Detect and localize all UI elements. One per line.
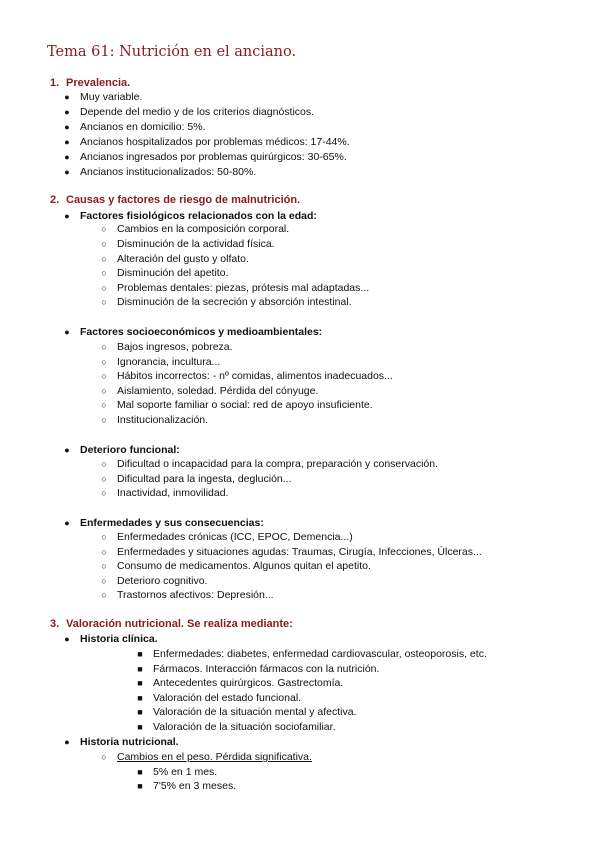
list-item: ● Muy variable.: [64, 91, 143, 103]
section-heading-prevalencia: 1. Prevalencia.: [50, 77, 131, 89]
group-label: ● Factores fisiológicos relacionados con la edad:: [64, 210, 317, 222]
list-item: ■ Valoración de la situación sociofamiliar.: [137, 721, 336, 733]
list-item: ● Ancianos en domicilio: 5%.: [64, 121, 206, 133]
list-item: ■ 7'5% en 3 meses.: [137, 780, 237, 792]
subgroup-label: ○ Cambios en el peso. Pérdida significativa.: [101, 751, 312, 763]
list-item: ● Ancianos ingresados por problemas quirúrgicos: 30-65%.: [64, 151, 347, 163]
list-item: ■ Valoración del estado funcional.: [137, 692, 302, 704]
list-item: ■ Antecedentes quirúrgicos. Gastrectomía.: [137, 677, 344, 689]
group-label: ● Deterioro funcional:: [64, 444, 180, 456]
list-item: ■ 5% en 1 mes.: [137, 766, 218, 778]
list-item: ○ Dificultad o incapacidad para la compra, preparación y conservación.: [101, 458, 439, 470]
list-item: ■ Valoración de la situación mental y afectiva.: [137, 706, 357, 718]
list-item: ■ Fármacos. Interacción fármacos con la nutrición.: [137, 663, 380, 675]
list-item: ○ Aislamiento, soledad. Pérdida del cónyuge.: [101, 385, 319, 397]
list-item: ○ Hábitos incorrectos: - nº comidas, alimentos inadecuados...: [101, 370, 393, 382]
list-item: ○ Disminución de la secreción y absorción intestinal.: [101, 296, 352, 308]
list-item: ○ Inactividad, inmovilidad.: [101, 487, 229, 499]
list-item: ○ Consumo de medicamentos. Algunos quitan el apetito.: [101, 560, 371, 572]
list-item: ○ Trastornos afectivos: Depresión...: [101, 589, 274, 601]
list-item: ○ Problemas dentales: piezas, prótesis mal adaptadas...: [101, 282, 370, 294]
group-label: ● Historia clínica.: [64, 633, 158, 645]
section-heading-valoracion: 3. Valoración nutricional. Se realiza mediante:: [50, 618, 293, 630]
list-item: ○ Enfermedades y situaciones agudas: Traumas, Cirugía, Infecciones, Úlceras...: [101, 546, 482, 558]
list-item: ○ Institucionalización.: [101, 414, 209, 426]
list-item: ■ Enfermedades: diabetes, enfermedad cardiovascular, osteoporosis, etc.: [137, 648, 487, 660]
list-item: ○ Mal soporte familiar o social: red de apoyo insuficiente.: [101, 399, 373, 411]
section-heading-causas: 2. Causas y factores de riesgo de malnutrición.: [50, 194, 301, 206]
list-item: ○ Alteración del gusto y olfato.: [101, 253, 249, 265]
list-item: ○ Dificultad para la ingesta, deglución...: [101, 473, 292, 485]
page-title: Tema 61: Nutrición en el anciano.: [47, 44, 297, 60]
list-item: ○ Disminución del apetito.: [101, 267, 229, 279]
list-item: ● Ancianos institucionalizados: 50-80%.: [64, 166, 257, 178]
list-item: ● Depende del medio y de los criterios diagnósticos.: [64, 106, 315, 118]
list-item: ● Ancianos hospitalizados por problemas médicos: 17-44%.: [64, 136, 350, 148]
list-item: ○ Bajos ingresos, pobreza.: [101, 341, 233, 353]
list-item: ○ Cambios en la composición corporal.: [101, 223, 290, 235]
group-label: ● Enfermedades y sus consecuencias:: [64, 517, 264, 529]
list-item: ○ Deterioro cognitivo.: [101, 575, 208, 587]
list-item: ○ Enfermedades crónicas (ICC, EPOC, Demencia...): [101, 531, 353, 543]
group-label: ● Factores socioeconómicos y medioambientales:: [64, 326, 323, 338]
list-item: ○ Ignorancia, incultura...: [101, 356, 221, 368]
list-item: ○ Disminución de la actividad física.: [101, 238, 275, 250]
group-label: ● Historia nutricional.: [64, 736, 179, 748]
